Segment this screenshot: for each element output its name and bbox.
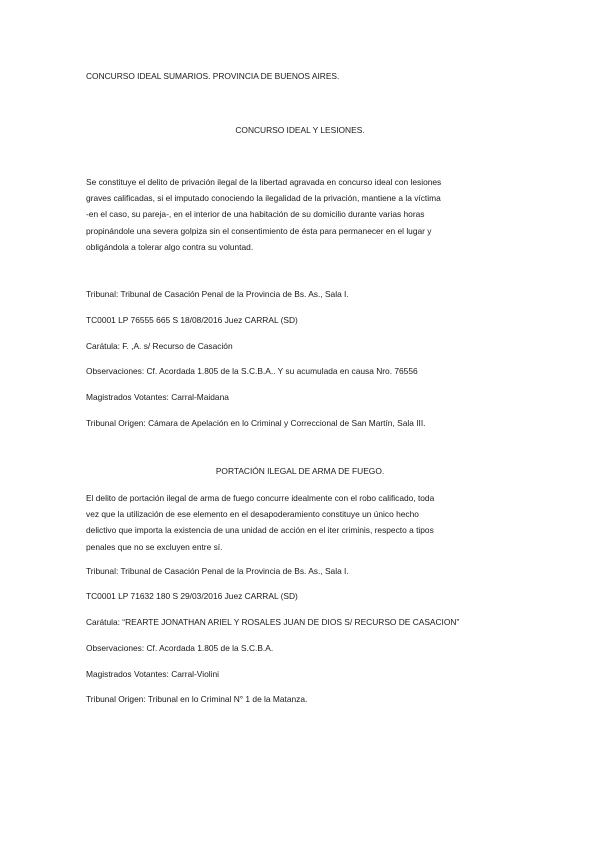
section1-tribunal-origen: Tribunal Origen: Cámara de Apelación en lo Criminal y Correccional de San Martín, Sala III. xyxy=(86,418,426,428)
section2-body-line: delictivo que importa la existencia de una unidad de acción en el iter criminis, respecto a tipos xyxy=(86,525,434,536)
section1-body xyxy=(86,174,514,255)
section2-body-line: vez que la utilización de ese elemento en el desapoderamiento constituye un único hecho xyxy=(86,509,419,520)
section2-observaciones: Observaciones: Cf. Acordada 1.805 de la S.C.B.A. xyxy=(86,643,274,653)
section1-magistrados: Magistrados Votantes: Carral-Maidana xyxy=(86,392,229,402)
section2-magistrados: Magistrados Votantes: Carral-Violini xyxy=(86,669,219,679)
section1-tribunal: Tribunal: Tribunal de Casación Penal de la Provincia de Bs. As., Sala I. xyxy=(86,289,349,299)
section2-body-line: El delito de portación ilegal de arma de fuego concurre idealmente con el robo calificado, toda xyxy=(86,493,435,503)
section2-reference: TC0001 LP 71632 180 S 29/03/2016 Juez CARRAL (SD) xyxy=(86,591,298,601)
section1-caratula: Carátula: F. ,A. s/ Recurso de Casación xyxy=(86,341,233,351)
section1-body-line: Se constituye el delito de privación ilegal de la libertad agravada en concurso ideal con lesiones xyxy=(86,177,442,187)
section1-body-line: obligándola a tolerar algo contra su voluntad. xyxy=(86,241,254,252)
section1-body-line: propinándole una severa golpiza sin el consentimiento de ésta para permanecer en el lugar y xyxy=(86,225,432,236)
section2-body-line: penales que no se excluyen entre sí. xyxy=(86,541,223,552)
section1-body-line: -en el caso, su pareja-, en el interior de una habitación de su domicilio durante varias horas xyxy=(86,209,425,220)
section2-body xyxy=(86,490,514,555)
section2-title: PORTACIÓN ILEGAL DE ARMA DE FUEGO. xyxy=(215,466,385,476)
section1-title: CONCURSO IDEAL Y LESIONES. xyxy=(235,125,365,135)
section1-body-line: graves calificadas, si el imputado conociendo la ilegalidad de la privación, mantiene a la víctima xyxy=(86,193,441,204)
section1-observaciones: Observaciones: Cf. Acordada 1.805 de la S.C.B.A.. Y su acumulada en causa Nro. 76556 xyxy=(86,366,418,376)
document-header: CONCURSO IDEAL SUMARIOS. PROVINCIA DE BUENOS AIRES. xyxy=(86,71,340,81)
section2-caratula: Carátula: “REARTE JONATHAN ARIEL Y ROSALES JUAN DE DIOS S/ RECURSO DE CASACION” xyxy=(86,617,460,627)
section2-tribunal: Tribunal: Tribunal de Casación Penal de la Provincia de Bs. As., Sala I. xyxy=(86,566,349,576)
section2-tribunal-origen: Tribunal Origen: Tribunal en lo Criminal N° 1 de la Matanza. xyxy=(86,694,308,704)
section1-reference: TC0001 LP 76555 665 S 18/08/2016 Juez CARRAL (SD) xyxy=(86,315,298,325)
